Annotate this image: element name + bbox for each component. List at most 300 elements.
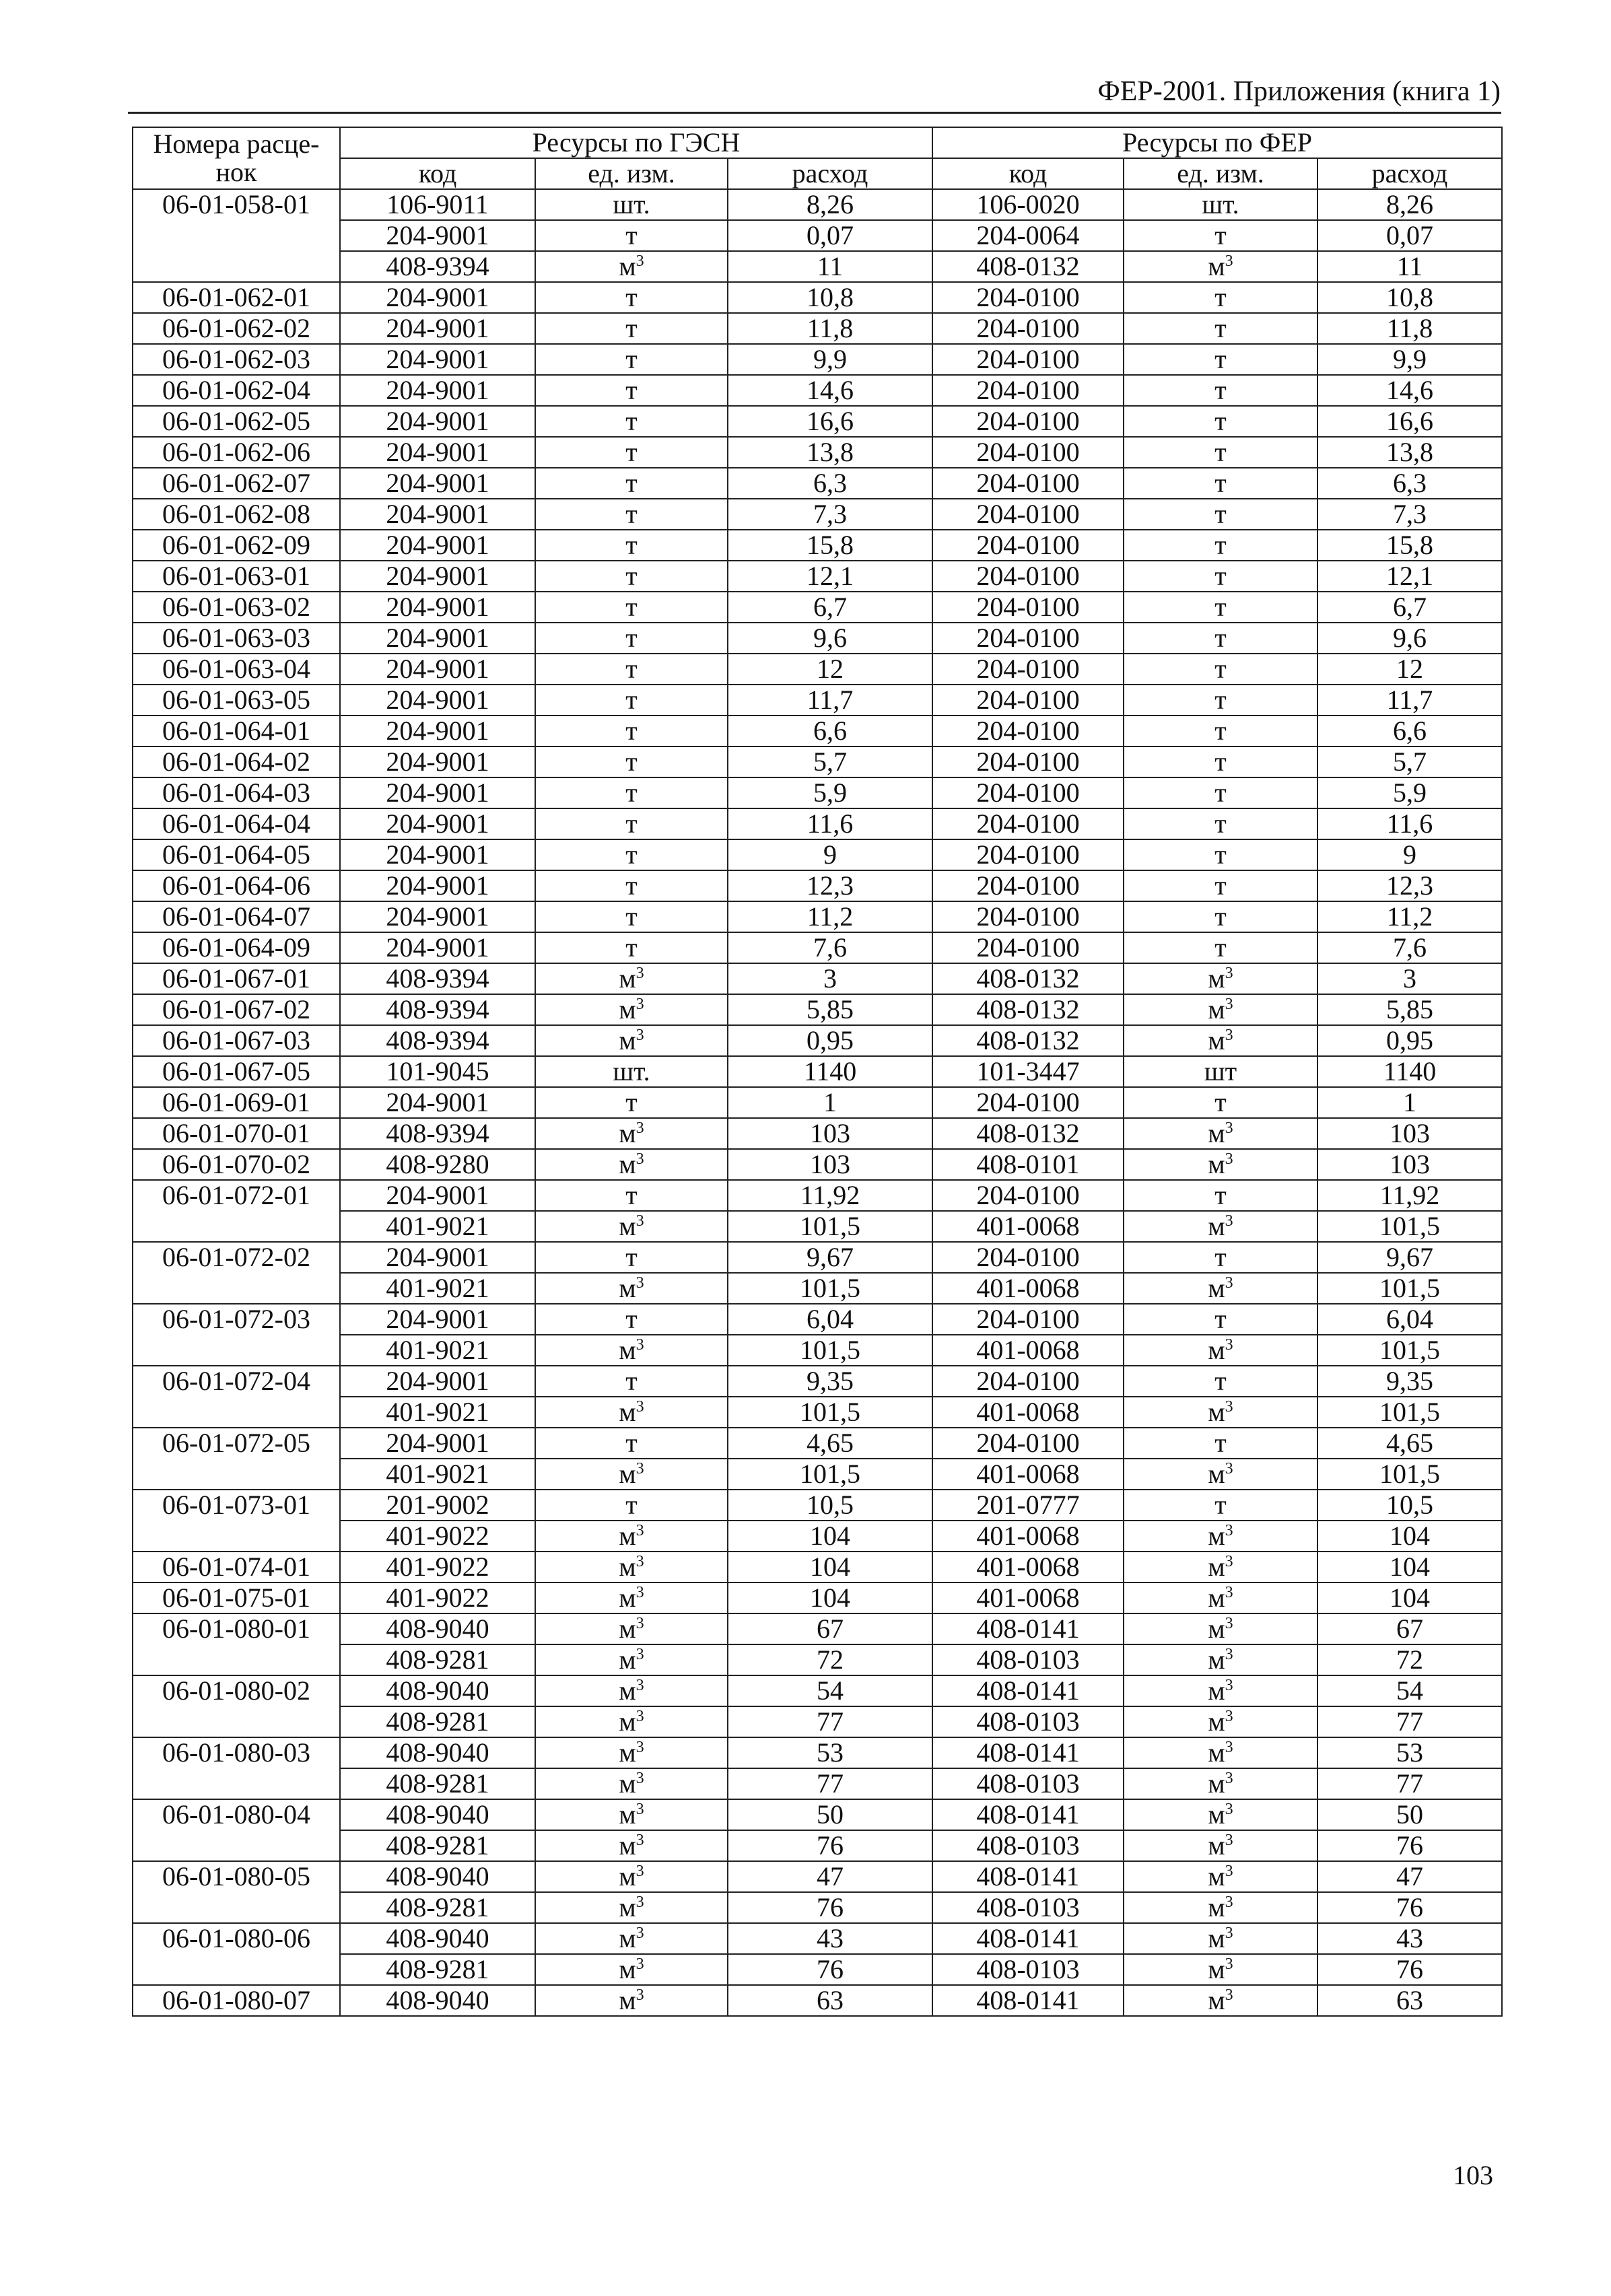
rate-number-cell: 06-01-080-02 [133, 1675, 340, 1737]
fer-code-cell: 204-0100 [932, 1428, 1124, 1459]
table-row [133, 1923, 1502, 1954]
fer-qty-cell: 67 [1317, 1613, 1502, 1644]
table-row [133, 592, 1502, 623]
fer-code-cell: 204-0100 [932, 901, 1124, 932]
table-body [133, 189, 1502, 2016]
gesn-qty-cell: 11,6 [728, 808, 932, 839]
gesn-qty-cell: 54 [728, 1675, 932, 1706]
rate-number-cell: 06-01-074-01 [133, 1552, 340, 1582]
rate-number-cell: 06-01-064-06 [133, 870, 340, 901]
table-row [133, 654, 1502, 685]
fer-unit-cell: т [1124, 685, 1317, 716]
fer-qty-cell: 4,65 [1317, 1428, 1502, 1459]
gesn-qty-cell: 77 [728, 1706, 932, 1737]
table-row [133, 1428, 1502, 1459]
gesn-qty-cell: 14,6 [728, 375, 932, 406]
table-row [133, 1490, 1502, 1521]
rate-number-cell: 06-01-063-02 [133, 592, 340, 623]
fer-code-cell: 204-0100 [932, 1304, 1124, 1335]
table-row [133, 716, 1502, 746]
fer-qty-cell: 101,5 [1317, 1397, 1502, 1428]
fer-qty-cell: 54 [1317, 1675, 1502, 1706]
fer-unit-cell: $м^3$ [1124, 1892, 1317, 1923]
gesn-unit-cell: т [535, 282, 728, 313]
rate-number-cell: 06-01-064-03 [133, 777, 340, 808]
table-row [133, 994, 1502, 1025]
gesn-qty-cell: 11 [728, 251, 932, 282]
fer-qty-cell: 1 [1317, 1087, 1502, 1118]
fer-unit-cell: т [1124, 808, 1317, 839]
gesn-unit-cell: $м^3$ [535, 1521, 728, 1552]
fer-qty-cell: 76 [1317, 1830, 1502, 1861]
gesn-unit-cell: $м^3$ [535, 1335, 728, 1366]
fer-qty-cell: 10,5 [1317, 1490, 1502, 1521]
gesn-code-cell: 401-9022 [340, 1582, 535, 1613]
fer-code-cell: 401-0068 [932, 1335, 1124, 1366]
table-row [133, 1087, 1502, 1118]
gesn-code-cell: 408-9281 [340, 1644, 535, 1675]
fer-unit-cell: т [1124, 282, 1317, 313]
fer-code-cell: 201-0777 [932, 1490, 1124, 1521]
gesn-qty-cell: 101,5 [728, 1211, 932, 1242]
fer-unit-cell: $м^3$ [1124, 1273, 1317, 1304]
rate-number-cell: 06-01-064-07 [133, 901, 340, 932]
fer-qty-cell: 104 [1317, 1552, 1502, 1582]
gesn-code-cell: 401-9021 [340, 1211, 535, 1242]
gesn-unit-cell: т [535, 375, 728, 406]
gesn-qty-cell: 7,3 [728, 499, 932, 530]
gesn-code-cell: 204-9001 [340, 1180, 535, 1211]
fer-qty-cell: 6,3 [1317, 468, 1502, 499]
table-row [133, 1861, 1502, 1892]
fer-qty-cell: 63 [1317, 1985, 1502, 2016]
table-row [133, 746, 1502, 777]
gesn-unit-cell: т [535, 592, 728, 623]
fer-unit-cell: т [1124, 716, 1317, 746]
fer-code-cell: 408-0132 [932, 963, 1124, 994]
gesn-code-cell: 408-9040 [340, 1799, 535, 1830]
gesn-unit-cell: $м^3$ [535, 963, 728, 994]
gesn-unit-cell: т [535, 808, 728, 839]
fer-unit-cell: $м^3$ [1124, 1521, 1317, 1552]
fer-qty-cell: 77 [1317, 1768, 1502, 1799]
gesn-qty-header: расход [728, 158, 932, 189]
gesn-unit-cell: $м^3$ [535, 1552, 728, 1582]
gesn-code-cell: 408-9281 [340, 1768, 535, 1799]
fer-code-cell: 408-0103 [932, 1768, 1124, 1799]
fer-code-cell: 408-0132 [932, 251, 1124, 282]
fer-qty-cell: 103 [1317, 1118, 1502, 1149]
gesn-code-cell: 408-9394 [340, 963, 535, 994]
gesn-code-cell: 408-9281 [340, 1954, 535, 1985]
fer-unit-cell: $м^3$ [1124, 1582, 1317, 1613]
gesn-unit-header: ед. изм. [535, 158, 728, 189]
fer-qty-cell: 11,2 [1317, 901, 1502, 932]
fer-unit-cell: т [1124, 530, 1317, 561]
fer-code-cell: 408-0141 [932, 1613, 1124, 1644]
gesn-qty-cell: 1 [728, 1087, 932, 1118]
fer-unit-cell: т [1124, 344, 1317, 375]
gesn-qty-cell: 76 [728, 1892, 932, 1923]
rate-number-cell: 06-01-069-01 [133, 1087, 340, 1118]
fer-code-cell: 204-0100 [932, 839, 1124, 870]
rate-number-cell: 06-01-073-01 [133, 1490, 340, 1552]
table-row [133, 901, 1502, 932]
gesn-unit-cell: $м^3$ [535, 1830, 728, 1861]
rate-number-cell: 06-01-072-02 [133, 1242, 340, 1304]
fer-code-cell: 204-0100 [932, 1242, 1124, 1273]
fer-qty-cell: 6,04 [1317, 1304, 1502, 1335]
gesn-qty-cell: 11,8 [728, 313, 932, 344]
gesn-qty-cell: 9,9 [728, 344, 932, 375]
fer-unit-cell: $м^3$ [1124, 1459, 1317, 1490]
gesn-unit-cell: $м^3$ [535, 251, 728, 282]
fer-code-cell: 204-0100 [932, 932, 1124, 963]
fer-qty-cell: 6,7 [1317, 592, 1502, 623]
fer-qty-header: расход [1317, 158, 1502, 189]
gesn-code-cell: 204-9001 [340, 901, 535, 932]
rate-number-cell: 06-01-058-01 [133, 189, 340, 282]
rate-number-cell: 06-01-063-01 [133, 561, 340, 592]
gesn-qty-cell: 104 [728, 1552, 932, 1582]
gesn-code-cell: 204-9001 [340, 1087, 535, 1118]
fer-unit-cell: т [1124, 623, 1317, 654]
fer-code-cell: 204-0100 [932, 530, 1124, 561]
gesn-unit-cell: $м^3$ [535, 1768, 728, 1799]
gesn-qty-cell: 6,7 [728, 592, 932, 623]
rate-number-cell: 06-01-063-05 [133, 685, 340, 716]
gesn-code-cell: 204-9001 [340, 1428, 535, 1459]
gesn-unit-cell: $м^3$ [535, 1273, 728, 1304]
table-row [133, 406, 1502, 437]
gesn-unit-cell: т [535, 839, 728, 870]
gesn-qty-cell: 16,6 [728, 406, 932, 437]
table-row [133, 1025, 1502, 1056]
fer-qty-cell: 16,6 [1317, 406, 1502, 437]
table-row [133, 932, 1502, 963]
rate-number-cell: 06-01-080-01 [133, 1613, 340, 1675]
gesn-unit-cell: $м^3$ [535, 1799, 728, 1830]
rate-number-cell: 06-01-080-03 [133, 1737, 340, 1799]
gesn-unit-cell: $м^3$ [535, 1985, 728, 2016]
page-number: 103 [1453, 2160, 1493, 2190]
fer-qty-cell: 11,8 [1317, 313, 1502, 344]
table-row [133, 1552, 1502, 1582]
gesn-code-cell: 204-9001 [340, 592, 535, 623]
fer-unit-cell: т [1124, 561, 1317, 592]
rate-number-cell: 06-01-080-06 [133, 1923, 340, 1985]
table-row [133, 1799, 1502, 1830]
gesn-unit-cell: $м^3$ [535, 1613, 728, 1644]
table-row [133, 839, 1502, 870]
fer-unit-cell: $м^3$ [1124, 1954, 1317, 1985]
fer-code-cell: 408-0132 [932, 1025, 1124, 1056]
gesn-qty-cell: 5,85 [728, 994, 932, 1025]
fer-unit-cell: т [1124, 654, 1317, 685]
table-row [133, 1149, 1502, 1180]
gesn-code-cell: 204-9001 [340, 685, 535, 716]
gesn-code-cell: 101-9045 [340, 1056, 535, 1087]
gesn-group-header: Ресурсы по ГЭСН [340, 127, 932, 158]
gesn-qty-cell: 103 [728, 1118, 932, 1149]
fer-code-cell: 401-0068 [932, 1397, 1124, 1428]
table-row [133, 1056, 1502, 1087]
table-row [133, 282, 1502, 313]
fer-code-cell: 408-0141 [932, 1985, 1124, 2016]
gesn-unit-cell: т [535, 561, 728, 592]
fer-code-cell: 401-0068 [932, 1211, 1124, 1242]
fer-unit-cell: т [1124, 375, 1317, 406]
fer-qty-cell: 103 [1317, 1149, 1502, 1180]
fer-unit-cell: $м^3$ [1124, 1335, 1317, 1366]
gesn-unit-cell: т [535, 1490, 728, 1521]
fer-unit-cell: т [1124, 313, 1317, 344]
gesn-qty-cell: 43 [728, 1923, 932, 1954]
gesn-qty-cell: 12,3 [728, 870, 932, 901]
fer-unit-cell: $м^3$ [1124, 1397, 1317, 1428]
fer-code-cell: 408-0141 [932, 1923, 1124, 1954]
gesn-unit-cell: $м^3$ [535, 1861, 728, 1892]
rate-number-cell: 06-01-072-03 [133, 1304, 340, 1366]
fer-unit-cell: $м^3$ [1124, 1644, 1317, 1675]
gesn-qty-cell: 77 [728, 1768, 932, 1799]
gesn-qty-cell: 101,5 [728, 1335, 932, 1366]
fer-code-cell: 101-3447 [932, 1056, 1124, 1087]
table-row [133, 777, 1502, 808]
fer-code-cell: 408-0103 [932, 1954, 1124, 1985]
fer-qty-cell: 77 [1317, 1706, 1502, 1737]
rate-number-cell: 06-01-062-09 [133, 530, 340, 561]
gesn-code-header: код [340, 158, 535, 189]
gesn-code-cell: 204-9001 [340, 1366, 535, 1397]
rate-number-cell: 06-01-072-01 [133, 1180, 340, 1242]
gesn-unit-cell: т [535, 1428, 728, 1459]
fer-qty-cell: 5,9 [1317, 777, 1502, 808]
rate-number-cell: 06-01-067-03 [133, 1025, 340, 1056]
table-row [133, 1118, 1502, 1149]
fer-qty-cell: 76 [1317, 1892, 1502, 1923]
fer-code-cell: 204-0100 [932, 282, 1124, 313]
table-header [133, 127, 1502, 189]
gesn-code-cell: 204-9001 [340, 375, 535, 406]
fer-qty-cell: 15,8 [1317, 530, 1502, 561]
gesn-code-cell: 204-9001 [340, 313, 535, 344]
gesn-qty-cell: 7,6 [728, 932, 932, 963]
fer-code-cell: 204-0100 [932, 685, 1124, 716]
table-row [133, 685, 1502, 716]
fer-code-cell: 408-0103 [932, 1644, 1124, 1675]
gesn-unit-cell: т [535, 468, 728, 499]
fer-code-cell: 204-0100 [932, 313, 1124, 344]
gesn-code-cell: 401-9021 [340, 1459, 535, 1490]
fer-unit-cell: т [1124, 870, 1317, 901]
fer-qty-cell: 11,7 [1317, 685, 1502, 716]
gesn-unit-cell: $м^3$ [535, 1025, 728, 1056]
gesn-code-cell: 204-9001 [340, 1242, 535, 1273]
gesn-qty-cell: 5,7 [728, 746, 932, 777]
gesn-code-cell: 408-9040 [340, 1985, 535, 2016]
fer-qty-cell: 6,6 [1317, 716, 1502, 746]
rate-number-cell: 06-01-075-01 [133, 1582, 340, 1613]
fer-qty-cell: 50 [1317, 1799, 1502, 1830]
table-row [133, 530, 1502, 561]
fer-qty-cell: 12,3 [1317, 870, 1502, 901]
gesn-code-cell: 204-9001 [340, 437, 535, 468]
gesn-qty-cell: 5,9 [728, 777, 932, 808]
gesn-unit-cell: т [535, 901, 728, 932]
fer-unit-cell: $м^3$ [1124, 963, 1317, 994]
rate-number-cell: 06-01-064-01 [133, 716, 340, 746]
fer-qty-cell: 11,92 [1317, 1180, 1502, 1211]
fer-unit-cell: $м^3$ [1124, 1149, 1317, 1180]
fer-qty-cell: 104 [1317, 1582, 1502, 1613]
fer-group-header: Ресурсы по ФЕР [932, 127, 1502, 158]
fer-qty-cell: 9,35 [1317, 1366, 1502, 1397]
gesn-unit-cell: $м^3$ [535, 1149, 728, 1180]
rate-number-cell: 06-01-067-01 [133, 963, 340, 994]
table-row [133, 499, 1502, 530]
fer-qty-cell: 53 [1317, 1737, 1502, 1768]
rate-number-cell: 06-01-064-09 [133, 932, 340, 963]
rate-number-cell: 06-01-080-07 [133, 1985, 340, 2016]
gesn-qty-cell: 101,5 [728, 1459, 932, 1490]
fer-unit-cell: $м^3$ [1124, 1118, 1317, 1149]
fer-unit-cell: $м^3$ [1124, 1025, 1317, 1056]
fer-unit-cell: т [1124, 437, 1317, 468]
fer-unit-cell: т [1124, 468, 1317, 499]
rate-number-cell: 06-01-062-03 [133, 344, 340, 375]
fer-code-cell: 204-0100 [932, 870, 1124, 901]
gesn-unit-cell: $м^3$ [535, 1211, 728, 1242]
table-row [133, 189, 1502, 220]
fer-qty-cell: 9,9 [1317, 344, 1502, 375]
rate-number-cell: 06-01-062-01 [133, 282, 340, 313]
gesn-unit-cell: т [535, 870, 728, 901]
gesn-unit-cell: т [535, 777, 728, 808]
gesn-code-cell: 204-9001 [340, 839, 535, 870]
gesn-code-cell: 408-9394 [340, 251, 535, 282]
gesn-code-cell: 401-9021 [340, 1335, 535, 1366]
fer-unit-cell: $м^3$ [1124, 1706, 1317, 1737]
fer-qty-cell: 12,1 [1317, 561, 1502, 592]
gesn-code-cell: 204-9001 [340, 654, 535, 685]
fer-code-cell: 401-0068 [932, 1459, 1124, 1490]
gesn-code-cell: 408-9040 [340, 1675, 535, 1706]
fer-code-cell: 204-0100 [932, 1180, 1124, 1211]
gesn-qty-cell: 13,8 [728, 437, 932, 468]
table-row [133, 1180, 1502, 1211]
gesn-code-cell: 204-9001 [340, 220, 535, 251]
fer-unit-cell: т [1124, 1490, 1317, 1521]
fer-qty-cell: 11 [1317, 251, 1502, 282]
gesn-code-cell: 401-9021 [340, 1397, 535, 1428]
fer-qty-cell: 76 [1317, 1954, 1502, 1985]
gesn-unit-cell: $м^3$ [535, 1675, 728, 1706]
fer-code-cell: 401-0068 [932, 1552, 1124, 1582]
fer-qty-cell: 104 [1317, 1521, 1502, 1552]
fer-unit-cell: т [1124, 777, 1317, 808]
rate-number-cell: 06-01-062-04 [133, 375, 340, 406]
table-row [133, 437, 1502, 468]
gesn-code-cell: 204-9001 [340, 1304, 535, 1335]
gesn-qty-cell: 3 [728, 963, 932, 994]
fer-qty-cell: 72 [1317, 1644, 1502, 1675]
fer-unit-cell: $м^3$ [1124, 1675, 1317, 1706]
fer-unit-cell: $м^3$ [1124, 1613, 1317, 1644]
gesn-unit-cell: т [535, 685, 728, 716]
fer-unit-cell: $м^3$ [1124, 1768, 1317, 1799]
gesn-qty-cell: 11,92 [728, 1180, 932, 1211]
gesn-unit-cell: $м^3$ [535, 994, 728, 1025]
fer-qty-cell: 47 [1317, 1861, 1502, 1892]
rate-number-cell: 06-01-072-05 [133, 1428, 340, 1490]
fer-code-cell: 408-0103 [932, 1892, 1124, 1923]
gesn-code-cell: 408-9280 [340, 1149, 535, 1180]
fer-code-cell: 408-0103 [932, 1830, 1124, 1861]
gesn-code-cell: 204-9001 [340, 499, 535, 530]
fer-unit-cell: т [1124, 1428, 1317, 1459]
gesn-unit-cell: т [535, 746, 728, 777]
gesn-unit-cell: т [535, 344, 728, 375]
gesn-qty-cell: 9 [728, 839, 932, 870]
gesn-qty-cell: 67 [728, 1613, 932, 1644]
gesn-unit-cell: т [535, 499, 728, 530]
gesn-qty-cell: 8,26 [728, 189, 932, 220]
table-row [133, 870, 1502, 901]
gesn-code-cell: 204-9001 [340, 746, 535, 777]
table-row [133, 623, 1502, 654]
fer-unit-cell: $м^3$ [1124, 1830, 1317, 1861]
fer-code-cell: 204-0100 [932, 1087, 1124, 1118]
fer-code-cell: 401-0068 [932, 1273, 1124, 1304]
gesn-code-cell: 204-9001 [340, 468, 535, 499]
gesn-unit-cell: т [535, 1180, 728, 1211]
table-row [133, 1242, 1502, 1273]
fer-unit-cell: шт [1124, 1056, 1317, 1087]
fer-qty-cell: 14,6 [1317, 375, 1502, 406]
gesn-unit-cell: т [535, 220, 728, 251]
fer-qty-cell: 8,26 [1317, 189, 1502, 220]
gesn-qty-cell: 10,5 [728, 1490, 932, 1521]
fer-code-cell: 401-0068 [932, 1582, 1124, 1613]
gesn-code-cell: 401-9022 [340, 1521, 535, 1552]
gesn-qty-cell: 47 [728, 1861, 932, 1892]
fer-unit-cell: т [1124, 839, 1317, 870]
fer-qty-cell: 12 [1317, 654, 1502, 685]
fer-qty-cell: 11,6 [1317, 808, 1502, 839]
gesn-unit-cell: $м^3$ [535, 1706, 728, 1737]
gesn-code-cell: 408-9394 [340, 1025, 535, 1056]
gesn-code-cell: 408-9394 [340, 994, 535, 1025]
gesn-qty-cell: 63 [728, 1985, 932, 2016]
gesn-unit-cell: $м^3$ [535, 1644, 728, 1675]
fer-qty-cell: 0,95 [1317, 1025, 1502, 1056]
fer-code-cell: 408-0132 [932, 1118, 1124, 1149]
gesn-qty-cell: 50 [728, 1799, 932, 1830]
table-row [133, 561, 1502, 592]
fer-code-cell: 204-0100 [932, 499, 1124, 530]
gesn-qty-cell: 53 [728, 1737, 932, 1768]
fer-unit-cell: т [1124, 932, 1317, 963]
fer-code-cell: 204-0100 [932, 808, 1124, 839]
gesn-unit-cell: т [535, 1366, 728, 1397]
gesn-code-cell: 204-9001 [340, 530, 535, 561]
col-rates-header: Номера расце-нок [133, 127, 340, 189]
table-row [133, 963, 1502, 994]
gesn-unit-cell: т [535, 406, 728, 437]
fer-qty-cell: 101,5 [1317, 1273, 1502, 1304]
fer-unit-cell: $м^3$ [1124, 1737, 1317, 1768]
